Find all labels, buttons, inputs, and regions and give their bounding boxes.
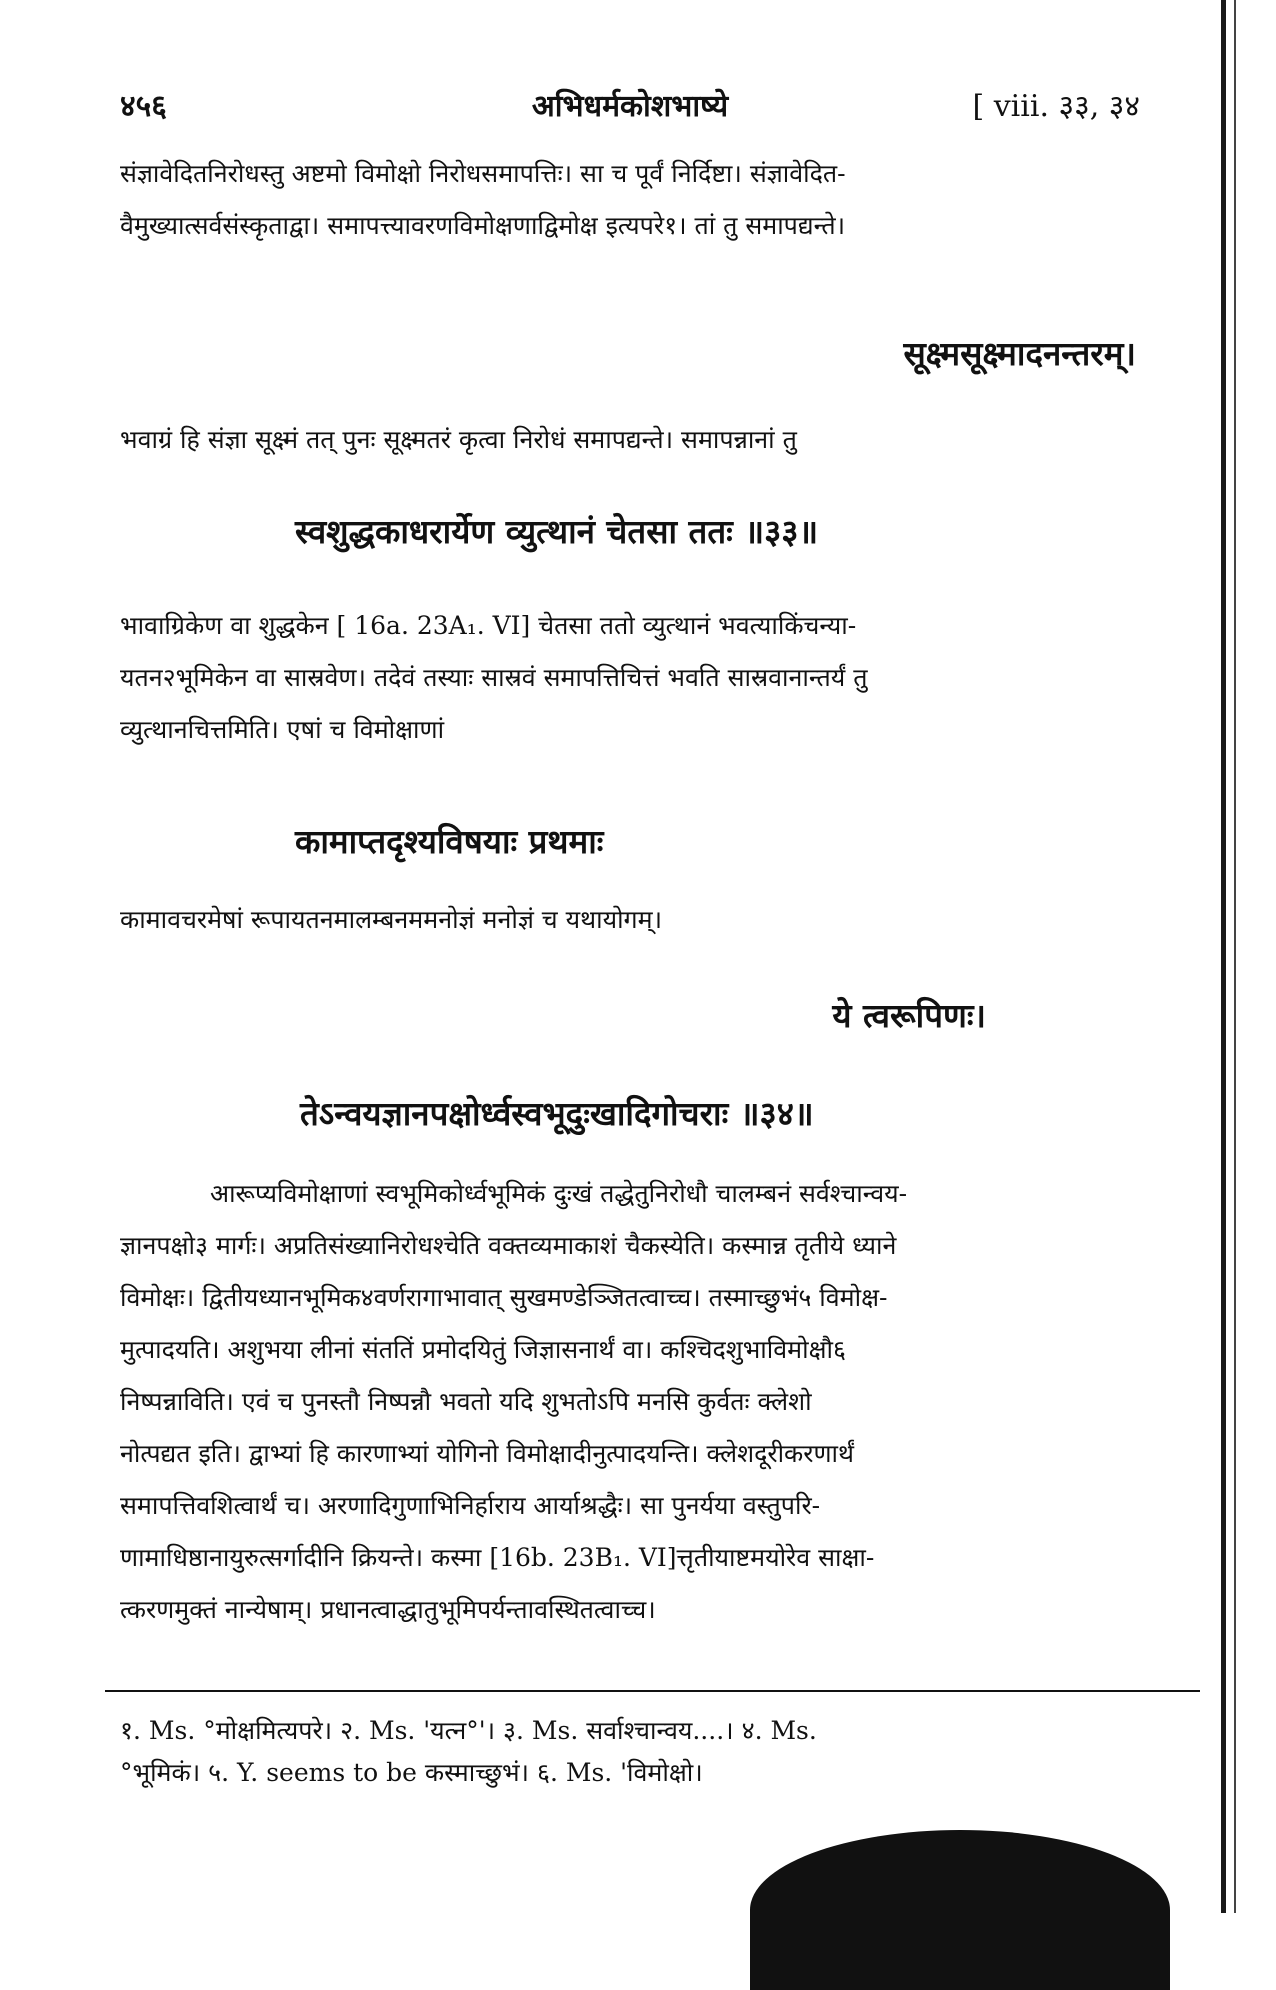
section-reference: [ viii. ३३, ३४ <box>972 89 1140 124</box>
paragraph-3 <box>120 600 1170 756</box>
footnotes <box>120 1710 1180 1794</box>
verse-4: ये त्वरूपिणः। <box>832 996 986 1035</box>
text-line: निष्पन्नाविति। एवं च पुनस्तौ निष्पन्नौ भवतो यदि शुभतोऽपि मनसि कुर्वतः क्लेशो <box>120 1387 812 1416</box>
paragraph-2 <box>120 414 1170 466</box>
text-line: भवाग्रं हि संज्ञा सूक्ष्मं तत् पुनः सूक्ष्मतरं कृत्वा निरोधं समापद्यन्ते। समापन्नानां तु <box>120 425 797 454</box>
footnote-line: °भूमिकं। ५. Y. seems to be कस्माच्छुभं। ६. Ms. 'विमोक्षो। <box>120 1758 703 1787</box>
text-line: समापत्तिवशित्वार्थं च। अरणादिगुणाभिनिर्हाराय आर्याश्रद्धैः। सा पुनर्यया वस्तुपरि- <box>120 1491 821 1520</box>
text-line: ज्ञानपक्षो३ मार्गः। अप्रतिसंख्यानिरोधश्चेति वक्तव्यमाकाशं चैकस्येति। कस्मान्न तृतीये ध्याने <box>120 1231 897 1260</box>
page-header <box>120 84 1140 134</box>
text-line: मुत्पादयति। अशुभया लीनां संततिं प्रमोदयितुं जिज्ञासनार्थं वा। कश्चिदशुभाविमोक्षौ६ <box>120 1335 846 1364</box>
footnote-line: १. Ms. °मोक्षमित्यपरे। २. Ms. 'यत्न°'। ३. Ms. सर्वाश्चान्वय....। ४. Ms. <box>120 1716 817 1745</box>
text-line: व्युत्थानचित्तमिति। एषां च विमोक्षाणां <box>120 715 445 744</box>
verse-3: कामाप्तदृश्यविषयाः प्रथमाः <box>295 822 604 861</box>
text-line: त्करणमुक्तं नान्येषाम्। प्रधानत्वाद्धातुभूमिपर्यन्तावस्थितत्वाच्च। <box>120 1595 656 1624</box>
paragraph-1 <box>120 148 1170 252</box>
footnote-divider <box>105 1690 1200 1692</box>
page-number: ४५६ <box>120 89 167 124</box>
text-line: कामावचरमेषां रूपायतनमालम्बनममनोज्ञं मनोज्ञं च यथायोगम्। <box>120 905 663 934</box>
text-line: यतन२भूमिकेन वा सास्रवेण। तदेवं तस्याः सास्रवं समापत्तिचित्तं भवति सास्रवानान्तर्यं तु <box>120 663 868 692</box>
paragraph-5 <box>120 1168 1170 1636</box>
verse-5: तेऽन्वयज्ञानपक्षोर्ध्वस्वभूदुःखादिगोचराः ॥३४॥ <box>300 1094 814 1133</box>
text-line: वैमुख्यात्सर्वसंस्कृताद्वा। समापत्त्यावरणविमोक्षणाद्विमोक्ष इत्यपरे१। तां तु समापद्यन्ते। <box>120 211 846 240</box>
scan-edge <box>1221 0 1226 1913</box>
running-title: अभिधर्मकोशभाष्ये <box>531 89 729 124</box>
text-line: नोत्पद्यत इति। द्वाभ्यां हि कारणाभ्यां योगिनो विमोक्षादीनुत्पादयन्ति। क्लेशदूरीकरणार्थं <box>120 1439 855 1468</box>
paragraph-4 <box>120 894 1170 946</box>
text-line: णामाधिष्ठानायुरुत्सर्गादीनि क्रियन्ते। कस्मा [16b. 23B₁. VI]त्तृतीयाष्टमयोरेव साक्षा- <box>120 1543 875 1572</box>
text-line: भावाग्रिकेण वा शुद्धकेन [ 16a. 23A₁. VI] चेतसा ततो व्युत्थानं भवत्याकिंचन्या- <box>120 611 857 640</box>
text-line: विमोक्षः। द्वितीयध्यानभूमिक४वर्णरागाभावात् सुखमण्डेञ्जितत्वाच्च। तस्माच्छुभं५ विमोक्ष- <box>120 1283 888 1312</box>
verse-1: सूक्ष्मसूक्ष्मादनन्तरम्। <box>903 334 1136 373</box>
scan-edge-shadow <box>1234 0 1236 1913</box>
verse-2: स्वशुद्धकाधरार्येण व्युत्थानं चेतसा ततः ॥३३॥ <box>295 512 819 551</box>
text-line: संज्ञावेदितनिरोधस्तु अष्टमो विमोक्षो निरोधसमापत्तिः। सा च पूर्वं निर्दिष्टा। संज्ञावेदित- <box>120 159 846 188</box>
scan-shadow-blot <box>750 1830 1170 1990</box>
text-line: आरूप्यविमोक्षाणां स्वभूमिकोर्ध्वभूमिकं दुःखं तद्धेतुनिरोधौ चालम्बनं सर्वश्चान्वय- <box>210 1179 908 1208</box>
